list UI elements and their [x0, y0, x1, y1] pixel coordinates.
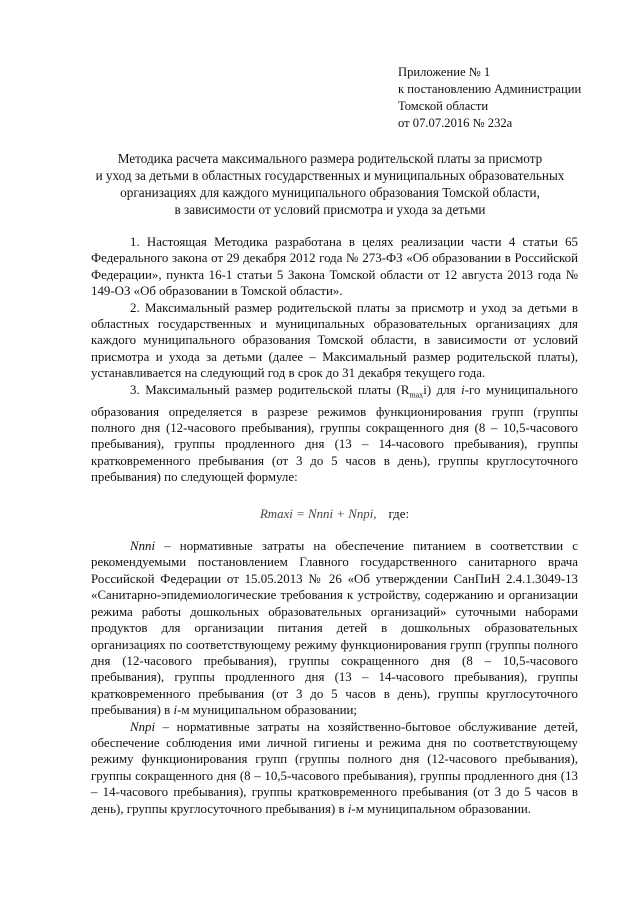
formula-expression: Rmaxi = Nппi + Nпрi,	[259, 506, 377, 521]
paragraph-3-sub: max	[409, 390, 424, 400]
formula	[91, 506, 578, 522]
document-body	[91, 234, 578, 817]
appendix-line: Томской области	[398, 99, 489, 113]
npp-i: i	[173, 703, 178, 718]
paragraph-3-mid: i) для	[423, 382, 462, 397]
formula-where: где:	[388, 506, 410, 521]
appendix-block	[398, 64, 581, 132]
paragraph-3-start: 3. Максимальный размер родительской платы (R	[130, 382, 410, 397]
title-line: в зависимости от условий присмотра и ухода за детьми	[174, 202, 486, 217]
definition-npr	[91, 719, 578, 817]
paragraph-3-i: i	[461, 382, 465, 397]
appendix-line: Приложение № 1	[398, 65, 491, 79]
title-line: и уход за детьми в областных государственных и муниципальных образовательных	[95, 168, 565, 183]
paragraph-3	[91, 382, 578, 486]
appendix-line: от 07.07.2016 № 232а	[398, 116, 513, 130]
appendix-line: к постановлению Администрации	[398, 82, 582, 96]
paragraph-3-end: -го муниципального образования определяется в разрезе режимов функционирования групп (группы полного дня (12-часового пребывания), группы сокращенного дня (8 – 10,5-часового пребывания), группы продленного дня (13 – 14-часового пребывания), группы кратковременного пребывания (от 3 до 5 часов в день), группы круглосуточного пребывания) по следующей формуле:	[91, 382, 578, 485]
npr-symbol: Nпрi	[130, 719, 156, 734]
paragraph-1: 1. Настоящая Методика разработана в целях реализации части 4 статьи 65 Федерального закона от 29 декабря 2012 года № 273-ФЗ «Об образовании в Российской Федерации», пункта 16-1 статьи 5 Закона Томской области от 12 августа 2013 года № 149-ОЗ «Об образовании в Томской области».	[91, 235, 578, 299]
definition-npp	[91, 538, 578, 718]
document-title	[80, 150, 580, 218]
npp-symbol: Nппi	[130, 539, 156, 554]
title-line: Методика расчета максимального размера родительской платы за присмотр	[117, 151, 543, 166]
npr-text: – нормативные затраты на хозяйственно-бытовое обслуживание детей, обеспечение соблюдения ими личной гигиены и режима дня по соответствующему режиму функционирования групп (группы полного дня (12-часового пребывания), группы сокращенного дня (8 – 10,5-часового пребывания), группы продленного дня (13 – 14-часового пребывания), группы кратковременного пребывания (от 3 до 5 часов в день), группы круглосуточного пребывания) в	[91, 719, 578, 816]
npr-i: i	[347, 801, 352, 816]
npp-end: -м муниципальном образовании;	[177, 703, 358, 718]
paragraph-2: 2. Максимальный размер родительской платы за присмотр и уход за детьми в областных государственных и муниципальных образовательных организациях для каждого муниципального образования Томской области, в зависимости от условий присмотра и ухода за детьми (далее – Максимальный размер родительской платы), устанавливается на следующий год в срок до 31 декабря текущего года.	[91, 300, 578, 381]
npr-end: -м муниципальном образовании.	[351, 801, 531, 816]
npp-text: – нормативные затраты на обеспечение питанием в соответствии с рекомендуемыми постановлением Главного государственного санитарного врача Российской Федерации от 15.05.2013 № 26 «Об утверждении СанПиН 2.4.1.3049-13 «Санитарно-эпидемиологические требования к устройству, содержанию и организации режима работы дошкольных образовательных организаций» суточными наборами продуктов для организации питания детей в дошкольных образовательных организациях по соответствующему режиму функционирования групп (группы полного дня (12-часового пребывания), группы сокращенного дня (8 – 10,5-часового пребывания), группы продленного дня (13 – 14-часового пребывания), группы кратковременного пребывания (от 3 до 5 часов в день), группы круглосуточного пребывания) в	[91, 539, 578, 718]
title-line: организациях для каждого муниципального образования Томской области,	[120, 185, 540, 200]
